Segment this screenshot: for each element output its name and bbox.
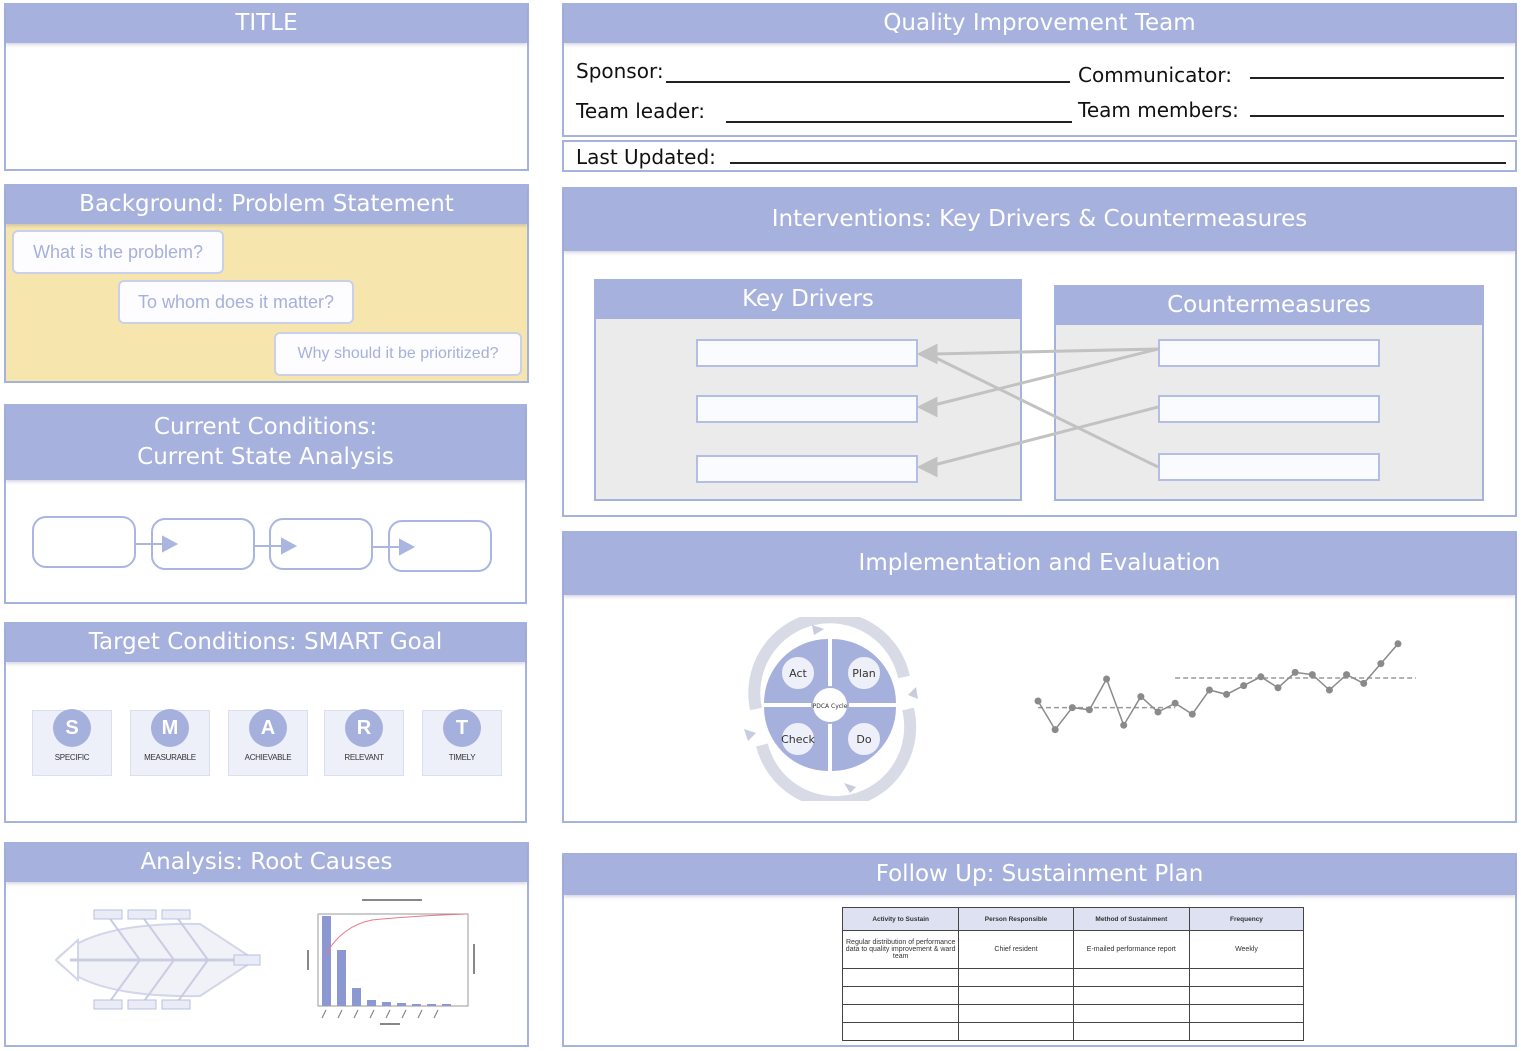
col-person: Person Responsible [959, 908, 1073, 931]
flow-arrows [6, 406, 525, 602]
sustainment-table [842, 907, 1304, 1041]
communicator-field[interactable] [1250, 77, 1504, 79]
run-chart-point [1309, 671, 1316, 678]
run-chart-point [1206, 687, 1213, 694]
run-chart-point [1343, 671, 1350, 678]
table-cell[interactable] [843, 1005, 959, 1023]
smart-word-achievable: ACHIEVABLE [244, 753, 292, 762]
implementation-panel [562, 531, 1517, 823]
followup-panel [562, 853, 1517, 1047]
smart-letter-s: S [53, 709, 91, 747]
smart-timely [422, 710, 502, 776]
last-updated-label: Last Updated: [576, 145, 716, 169]
analysis-panel [4, 842, 529, 1047]
table-cell[interactable]: E-mailed performance report [1073, 931, 1189, 969]
run-chart-point [1275, 684, 1282, 691]
current-conditions-panel [4, 404, 527, 604]
table-cell[interactable] [959, 1005, 1073, 1023]
table-cell[interactable] [1189, 987, 1303, 1005]
pdca-center: PDCA Cycle [812, 703, 848, 710]
smart-letter-t: T [443, 709, 481, 747]
run-chart [1034, 629, 1434, 759]
pdca-cycle [736, 617, 926, 801]
team-leader-label: Team leader: [576, 99, 705, 123]
smart-word-relevant: RELEVANT [344, 753, 384, 762]
implementation-heading: Implementation and Evaluation [564, 533, 1515, 595]
followup-heading: Follow Up: Sustainment Plan [564, 855, 1515, 895]
target-conditions-panel [4, 622, 527, 823]
run-chart-point [1172, 700, 1179, 707]
col-activity: Activity to Sustain [843, 908, 959, 931]
fishbone-diagram [50, 904, 270, 1016]
pareto-chart [302, 894, 482, 1030]
run-chart-point [1360, 680, 1367, 687]
table-cell[interactable] [959, 1023, 1073, 1041]
table-cell[interactable] [1073, 1023, 1189, 1041]
table-cell[interactable] [843, 969, 959, 987]
question-whom: To whom does it matter? [118, 280, 354, 324]
team-members-field[interactable] [1250, 115, 1504, 117]
interventions-panel [562, 187, 1517, 517]
table-cell[interactable] [1073, 987, 1189, 1005]
run-chart-point [1257, 673, 1264, 680]
qi-team-heading: Quality Improvement Team [564, 5, 1515, 43]
table-cell[interactable] [843, 987, 959, 1005]
table-row [843, 1023, 1304, 1041]
col-frequency: Frequency [1189, 908, 1303, 931]
run-chart-point [1035, 698, 1042, 705]
table-cell[interactable] [843, 1023, 959, 1041]
pdca-do: Do [856, 733, 872, 746]
interventions-heading: Interventions: Key Drivers & Countermeasures [564, 189, 1515, 251]
table-row [843, 969, 1304, 987]
sponsor-label: Sponsor: [576, 59, 664, 83]
smart-achievable [228, 710, 308, 776]
run-chart-point [1086, 706, 1093, 713]
team-members-label: Team members: [1078, 98, 1239, 122]
last-updated-panel [562, 140, 1517, 172]
key-drivers-heading: Key Drivers [596, 281, 1020, 319]
smart-measurable [130, 710, 210, 776]
run-chart-point [1069, 704, 1076, 711]
run-chart-point [1223, 691, 1230, 698]
question-problem: What is the problem? [12, 230, 224, 274]
sustainment-header-row [843, 908, 1304, 931]
sponsor-field[interactable] [666, 81, 1070, 83]
smart-word-timely: TIMELY [448, 753, 476, 762]
table-cell[interactable] [1189, 1005, 1303, 1023]
table-row [843, 1005, 1304, 1023]
col-method: Method of Sustainment [1073, 908, 1189, 931]
target-conditions-heading: Target Conditions: SMART Goal [6, 624, 525, 662]
title-panel [4, 3, 529, 171]
table-row [843, 987, 1304, 1005]
background-heading: Background: Problem Statement [6, 186, 527, 224]
table-cell[interactable] [1073, 969, 1189, 987]
title-heading: TITLE [6, 5, 527, 43]
pdca-plan: Plan [852, 667, 876, 680]
team-leader-field[interactable] [726, 121, 1072, 123]
run-chart-point [1292, 669, 1299, 676]
smart-letter-m: M [151, 709, 189, 747]
run-chart-point [1120, 722, 1127, 729]
run-chart-point [1189, 711, 1196, 718]
run-chart-point [1377, 660, 1384, 667]
table-cell[interactable] [959, 987, 1073, 1005]
smart-letter-r: R [345, 709, 383, 747]
table-cell[interactable]: Weekly [1189, 931, 1303, 969]
table-cell[interactable] [959, 969, 1073, 987]
driver-arrows [564, 189, 1515, 515]
pdca-act: Act [789, 667, 807, 680]
question-priority: Why should it be prioritized? [274, 332, 522, 376]
run-chart-point [1103, 676, 1110, 683]
table-cell[interactable] [1189, 1023, 1303, 1041]
smart-specific [32, 710, 112, 776]
qi-team-panel [562, 3, 1517, 137]
run-chart-line [1038, 644, 1398, 730]
current-conditions-line1: Current Conditions: [153, 414, 378, 441]
run-chart-point [1326, 687, 1333, 694]
smart-word-specific: SPECIFIC [54, 753, 90, 762]
smart-word-measurable: MEASURABLE [144, 753, 196, 762]
smart-relevant [324, 710, 404, 776]
countermeasures-heading: Countermeasures [1056, 287, 1482, 325]
table-row [843, 931, 1304, 969]
smart-letter-a: A [249, 709, 287, 747]
table-cell[interactable] [1073, 1005, 1189, 1023]
table-cell[interactable]: Regular distribution of performance data to quality improvement & ward team [843, 931, 959, 969]
run-chart-point [1240, 682, 1247, 689]
background-panel [4, 184, 529, 383]
table-cell[interactable]: Chief resident [959, 931, 1073, 969]
current-conditions-line2: Current State Analysis [137, 444, 394, 470]
pdca-check: Check [781, 733, 815, 746]
communicator-label: Communicator: [1078, 63, 1233, 87]
table-cell[interactable] [1189, 969, 1303, 987]
run-chart-point [1137, 693, 1144, 700]
analysis-heading: Analysis: Root Causes [6, 844, 527, 882]
run-chart-point [1052, 726, 1059, 733]
run-chart-point [1395, 640, 1402, 647]
run-chart-point [1155, 709, 1162, 716]
last-updated-field[interactable] [730, 162, 1506, 164]
